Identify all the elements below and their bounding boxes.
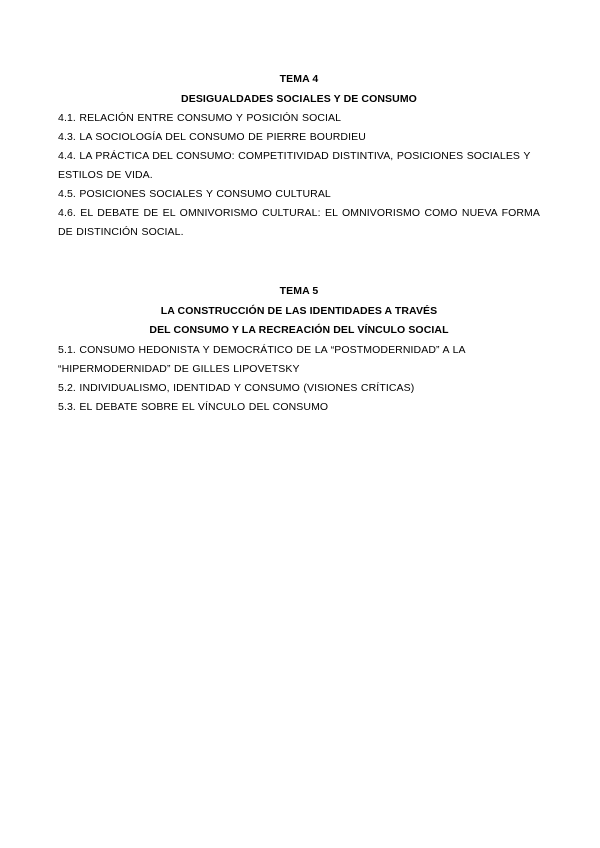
tema-5-section [58, 282, 540, 417]
list-item: 5.3. EL DEBATE SOBRE EL VÍNCULO DEL CONSUMO [58, 400, 329, 413]
tema-4-title: DESIGUALDADES SOCIALES Y DE CONSUMO [181, 92, 417, 105]
list-item: 4.5. POSICIONES SOCIALES Y CONSUMO CULTURAL [58, 188, 331, 200]
tema-4-number: TEMA 4 [279, 73, 319, 85]
list-item: 4.6. EL DEBATE DE EL OMNIVORISMO CULTURAL: EL OMNIVORISMO COMO NUEVA FORMA DE DISTINCIÓN SOCIAL. [58, 207, 540, 238]
list-item: 4.1. RELACIÓN ENTRE CONSUMO Y POSICIÓN SOCIAL [58, 112, 342, 124]
tema-5-title-line-2: DEL CONSUMO Y LA RECREACIÓN DEL VÍNCULO SOCIAL [149, 324, 449, 336]
tema-5-number: TEMA 5 [279, 285, 319, 297]
list-item: 5.1. CONSUMO HEDONISTA Y DEMOCRÁTICO DE LA “POSTMODERNIDAD” A LA “HIPERMODERNIDAD” DE GILLES LIPOVETSKY [58, 343, 466, 375]
tema-4-section [58, 70, 540, 242]
tema-5-title-line-1: LA CONSTRUCCIÓN DE LAS IDENTIDADES A TRAVÉS [160, 304, 438, 317]
list-item: 4.4. LA PRÁCTICA DEL CONSUMO: COMPETITIVIDAD DISTINTIVA, POSICIONES SOCIALES Y ESTILOS DE VIDA. [58, 150, 531, 181]
list-item: 5.2. INDIVIDUALISMO, IDENTIDAD Y CONSUMO (VISIONES CRÍTICAS) [58, 381, 415, 394]
tema-4-item-list [58, 109, 540, 242]
tema-5-item-list [58, 341, 540, 417]
list-item: 4.3. LA SOCIOLOGÍA DEL CONSUMO DE PIERRE BOURDIEU [58, 131, 366, 143]
